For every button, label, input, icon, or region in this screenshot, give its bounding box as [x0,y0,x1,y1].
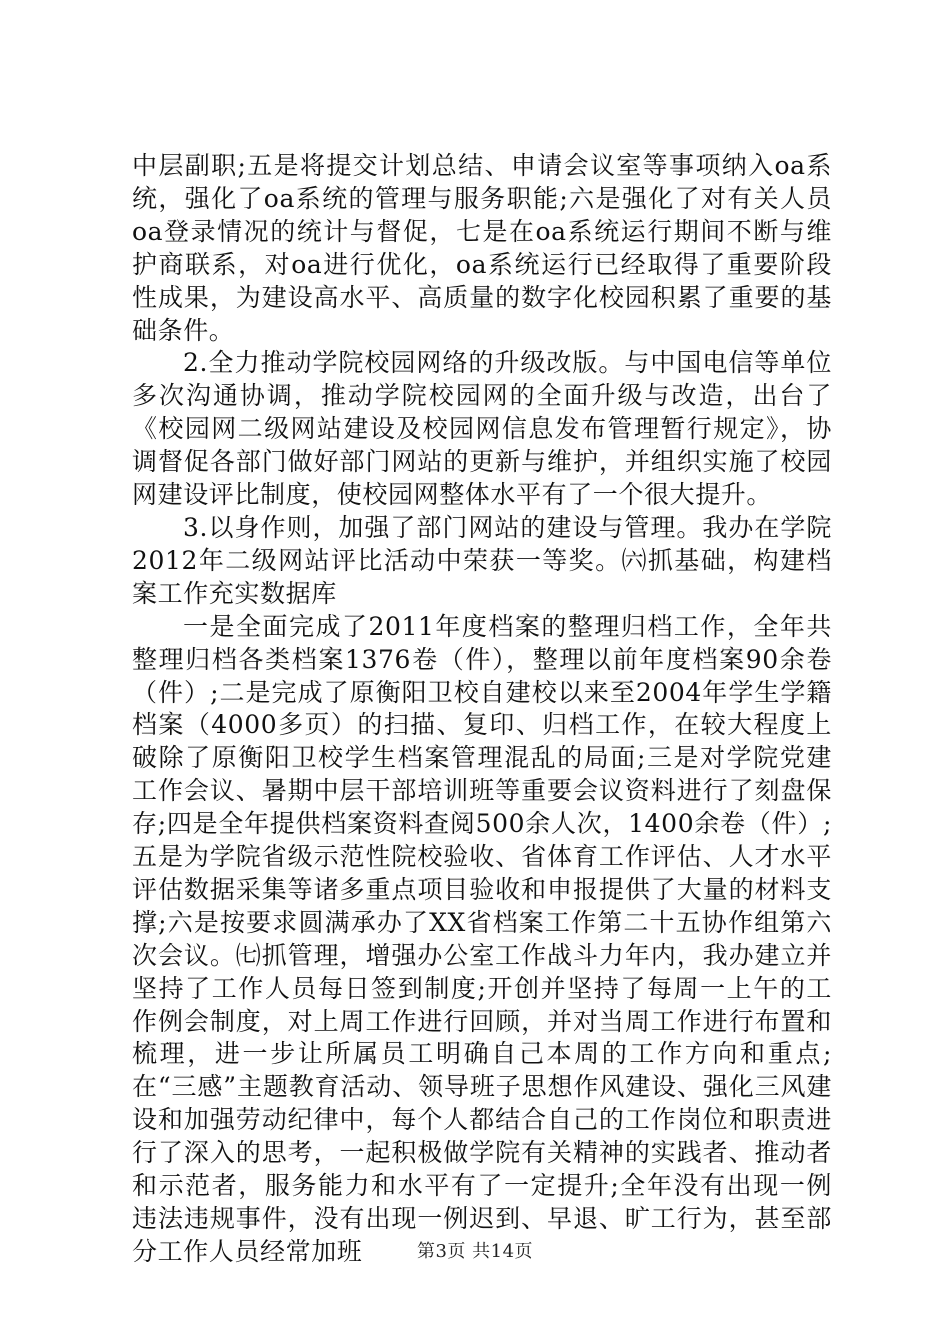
document-body [132,150,832,1269]
paragraph-4: 一是全面完成了2011年度档案的整理归档工作，全年共整理归档各类档案1376卷（件），整理以前年度档案90余卷（件）;二是完成了原衡阳卫校自建校以来至2004年学生学籍档案（4000多页）的扫描、复印、归档工作，在较大程度上破除了原衡阳卫校学生档案管理混乱的局面;三是对学院党建工作会议、暑期中层干部培训班等重要会议资料进行了刻盘保存;四是全年提供档案资料查阅500余人次，1400余卷（件）;五是为学院省级示范性院校验收、省体育工作评估、人才水平评估数据采集等诸多重点项目验收和申报提供了大量的材料支撑;六是按要求圆满承办了XX省档案工作第二十五协作组第六次会议。㈦抓管理，增强办公室工作战斗力年内，我办建立并坚持了工作人员每日签到制度;开创并坚持了每周一上午的工作例会制度，对上周工作进行回顾，并对当周工作进行布置和梳理，进一步让所属员工明确自己本周的工作方向和重点;在“三感”主题教育活动、领导班子思想作风建设、强化三风建设和加强劳动纪律中，每个人都结合自己的工作岗位和职责进行了深入的思考，一起积极做学院有关精神的实践者、推动者和示范者，服务能力和水平有了一定提升;全年没有出现一例违法违规事件，没有出现一例迟到、早退、旷工行为，甚至部分工作人员经常加班 [132,611,832,1266]
paragraph-3: 3.以身作则，加强了部门网站的建设与管理。我办在学院2012年二级网站评比活动中荣获一等奖。㈥抓基础，构建档案工作充实数据库 [132,512,832,608]
paragraph-1: 中层副职;五是将提交计划总结、申请会议室等事项纳入oa系统，强化了oa系统的管理与服务职能;六是强化了对有关人员oa登录情况的统计与督促，七是在oa系统运行期间不断与维护商联系，对oa进行优化，oa系统运行已经取得了重要阶段性成果，为建设高水平、高质量的数字化校园积累了重要的基础条件。 [132,151,832,345]
paragraph-2: 2.全力推动学院校园网络的升级改版。与中国电信等单位多次沟通协调，推动学院校园网的全面升级与改造，出台了《校园网二级网站建设及校园网信息发布管理暂行规定》，协调督促各部门做好部门网站的更新与维护，并组织实施了校园网建设评比制度，使校园网整体水平有了一个很大提升。 [132,348,832,510]
page-number-footer: 第3页 共14页 [416,1241,534,1262]
